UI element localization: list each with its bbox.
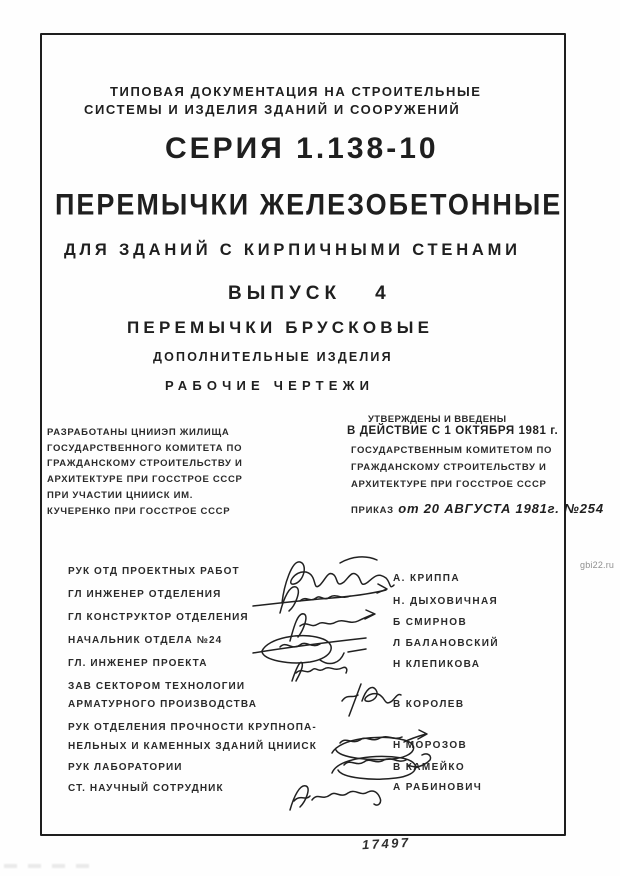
developed-by-line: КУЧЕРЕНКО ПРИ ГОССТРОЕ СССР — [47, 505, 231, 517]
signatory-role: РУК ОТД ПРОЕКТНЫХ РАБОТ — [68, 566, 240, 577]
developed-by-block — [47, 425, 243, 519]
signatory-role: НЕЛЬНЫХ И КАМЕННЫХ ЗДАНИЙ ЦНИИСК — [68, 741, 317, 752]
signatory-role: ГЛ КОНСТРУКТОР ОТДЕЛЕНИЯ — [68, 612, 249, 623]
title-subtitle: ДЛЯ ЗДАНИЙ С КИРПИЧНЫМИ СТЕНАМИ — [64, 241, 521, 259]
signatory-name: А РАБИНОВИЧ — [393, 782, 483, 793]
issue-label: ВЫПУСК — [228, 283, 342, 304]
developed-by-line: ПРИ УЧАСТИИ ЦНИИСК ИМ. — [47, 489, 194, 501]
main-title: ПЕРЕМЫЧКИ ЖЕЛЕЗОБЕТОННЫЕ — [55, 188, 563, 222]
developed-by-line: РАЗРАБОТАНЫ ЦНИИЭП ЖИЛИЩА — [47, 427, 230, 438]
subsection-title: ДОПОЛНИТЕЛЬНЫЕ ИЗДЕЛИЯ — [153, 350, 393, 364]
order-value: от 20 АВГУСТА 1981г. №254 — [398, 501, 604, 516]
approved-line-5: АРХИТЕКТУРЕ ПРИ ГОССТРОЕ СССР — [351, 479, 547, 490]
approved-line-2: В ДЕЙСТВИЕ С 1 ОКТЯБРЯ 1981 г. — [347, 425, 559, 437]
header-line-1: ТИПОВАЯ ДОКУМЕНТАЦИЯ НА СТРОИТЕЛЬНЫЕ — [110, 84, 482, 99]
order-label: ПРИКАЗ — [351, 505, 394, 516]
approved-line-1: УТВЕРЖДЕНЫ И ВВЕДЕНЫ — [368, 414, 507, 425]
developed-by-line: ГОСУДАРСТВЕННОГО КОМИТЕТА ПО — [47, 442, 243, 454]
signatory-name: Б СМИРНОВ — [393, 617, 468, 628]
signatory-role: АРМАТУРНОГО ПРОИЗВОДСТВА — [68, 699, 258, 710]
signatory-role: РУК ЛАБОРАТОРИИ — [68, 762, 183, 773]
signatory-name: В КАМЕЙКО — [393, 762, 465, 773]
signatory-name: Н КЛЕПИКОВА — [393, 659, 481, 670]
signatory-role: ГЛ ИНЖЕНЕР ОТДЕЛЕНИЯ — [68, 589, 222, 600]
issue-number: 4 — [375, 283, 391, 304]
signatory-role: НАЧАЛЬНИК ОТДЕЛА №24 — [68, 635, 223, 646]
signatory-role: СТ. НАУЧНЫЙ СОТРУДНИК — [68, 783, 224, 794]
issue-line — [228, 283, 391, 305]
developed-by-line: АРХИТЕКТУРЕ ПРИ ГОССТРОЕ СССР — [47, 474, 243, 486]
section-title: ПЕРЕМЫЧКИ БРУСКОВЫЕ — [127, 318, 434, 337]
signatory-role: ЗАВ СЕКТОРОМ ТЕХНОЛОГИИ — [68, 681, 246, 692]
order-line — [351, 500, 604, 519]
signatory-name: Н. ДЫХОВИЧНАЯ — [393, 596, 499, 607]
signatory-role: РУК ОТДЕЛЕНИЯ ПРОЧНОСТИ КРУПНОПА- — [68, 722, 317, 733]
header-line-2: СИСТЕМЫ И ИЗДЕЛИЯ ЗДАНИЙ И СООРУЖЕНИЙ — [84, 102, 461, 117]
print-number: 17497 — [361, 834, 412, 853]
watermark-text: gbi22.ru — [580, 560, 615, 570]
developed-by-line: ГРАЖДАНСКОМУ СТРОИТЕЛЬСТВУ И — [47, 458, 243, 470]
doc-type-title: РАБОЧИЕ ЧЕРТЕЖИ — [165, 378, 375, 393]
approved-line-3: ГОСУДАРСТВЕННЫМ КОМИТЕТОМ ПО — [351, 445, 553, 456]
series-number: СЕРИЯ 1.138-10 — [165, 132, 439, 165]
signatory-name: Н МОРОЗОВ — [393, 740, 468, 751]
approved-line-4: ГРАЖДАНСКОМУ СТРОИТЕЛЬСТВУ И — [351, 462, 547, 473]
signatory-name: А. КРИППА — [393, 573, 460, 584]
signatory-name: В КОРОЛЕВ — [393, 699, 465, 710]
signatory-role: ГЛ. ИНЖЕНЕР ПРОЕКТА — [68, 658, 208, 669]
scan-artifact — [4, 864, 100, 868]
signatory-name: Л БАЛАНОВСКИЙ — [393, 638, 499, 649]
